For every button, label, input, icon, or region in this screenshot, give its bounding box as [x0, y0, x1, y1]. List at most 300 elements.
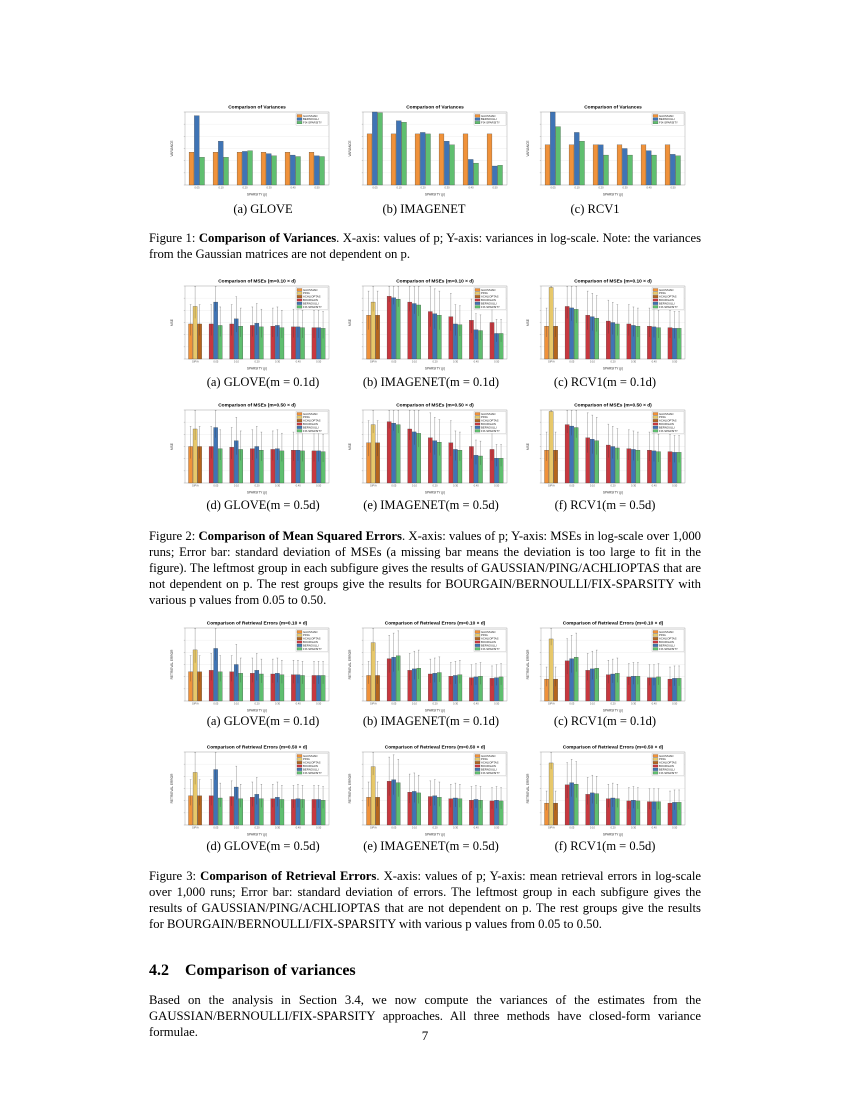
- legend-label: FIX-SPARSITY: [303, 428, 322, 433]
- legend-swatch-gaussian: [297, 413, 302, 416]
- x-tick-label: 0.50: [672, 702, 678, 706]
- legend-label: PING: [659, 291, 666, 296]
- legend-swatch-bourgain: [297, 641, 302, 644]
- legend-swatch-ping: [297, 292, 302, 295]
- legend-label: GAUSSIAN: [303, 113, 318, 118]
- legend-swatch-bourgain: [297, 765, 302, 768]
- legend-label: FIX-SPARSITY: [659, 770, 678, 775]
- caption-bold: Comparison of Variances: [198, 231, 337, 245]
- legend-label: GAUSSIAN: [659, 113, 674, 118]
- chart-title: Comparison of MSEs (m=0.50 × d): [218, 403, 296, 409]
- section-heading: [149, 962, 372, 980]
- legend-swatch-bourgain: [475, 765, 480, 768]
- legend-label: BERNOULLI: [659, 425, 675, 430]
- legend-swatch-fix-sparsity: [653, 306, 658, 309]
- legend-label: FIX-SPARSITY: [481, 646, 500, 651]
- legend-label: FIX-SPARSITY: [303, 646, 322, 651]
- x-tick-label: 0.05: [391, 826, 397, 830]
- x-tick-label: 0.20: [610, 360, 616, 364]
- legend-swatch-achlioptas: [297, 761, 302, 764]
- bar-ping: [371, 643, 375, 701]
- legend-swatch-fix-sparsity: [297, 772, 302, 775]
- legend-label: BERNOULLI: [303, 767, 319, 772]
- chart-var-rcv1: [521, 102, 691, 198]
- x-tick-label: G/P/A: [369, 702, 377, 706]
- legend-label: BERNOULLI: [303, 425, 319, 430]
- legend-label: ACHLIOPTAS: [481, 418, 499, 423]
- legend-swatch-bourgain: [653, 299, 658, 302]
- bar-gaussian: [415, 134, 420, 185]
- x-tick-label: 0.50: [672, 826, 678, 830]
- legend-swatch-bourgain: [653, 641, 658, 644]
- x-tick-label: 0.10: [589, 702, 595, 706]
- chart-ret-rcv1-01: [521, 618, 691, 714]
- bar-gaussian: [569, 145, 574, 185]
- x-axis-label: SPARSITY (p): [424, 366, 446, 371]
- bar-bernoulli: [396, 121, 401, 185]
- chart-mse-rcv1-01-svg: [521, 276, 691, 372]
- x-tick-label: 0.30: [275, 702, 281, 706]
- x-tick-label: G/P/A: [369, 484, 377, 488]
- chart-title: Comparison of Retrieval Errors (m=0.10 × d): [384, 621, 486, 627]
- x-tick-label: 0.10: [411, 702, 417, 706]
- y-axis-label: RETRIEVAL ERROR: [348, 649, 352, 680]
- legend-label: ACHLIOPTAS: [659, 294, 677, 299]
- subcaption-2f: (f) RCV1(m = 0.5d): [554, 498, 656, 512]
- legend-swatch-ping: [297, 634, 302, 637]
- legend-label: GAUSSIAN: [659, 411, 674, 416]
- x-tick-label: 0.20: [610, 702, 616, 706]
- x-tick-label: 0.30: [275, 826, 281, 830]
- bar-gaussian: [391, 134, 396, 185]
- legend-label: GAUSSIAN: [659, 287, 674, 292]
- caption-label: Figure 2:: [149, 529, 196, 543]
- subcaption-3a: (a) GLOVE(m = 0.1d): [206, 714, 320, 728]
- x-tick-label: G/P/A: [191, 826, 199, 830]
- legend-label: BOURGAIN: [303, 298, 318, 302]
- legend-label: FIX-SPARSITY: [659, 646, 678, 651]
- legend-label: FIX-SPARSITY: [481, 304, 500, 309]
- bar-fix-sparsity: [320, 157, 325, 185]
- x-tick-label: 0.10: [233, 826, 239, 830]
- bar-bernoulli: [290, 155, 295, 185]
- x-tick-label: 0.30: [453, 360, 459, 364]
- bar-bernoulli: [646, 151, 651, 185]
- subcaption-3d: (d) GLOVE(m = 0.5d): [206, 839, 320, 853]
- x-tick-label: 0.20: [610, 826, 616, 830]
- bar-bernoulli: [670, 154, 675, 185]
- x-tick-label: 0.30: [453, 826, 459, 830]
- bar-gaussian: [367, 134, 372, 185]
- bar-fix-sparsity: [604, 155, 609, 185]
- x-tick-label: 0.05: [391, 484, 397, 488]
- chart-ret-rcv1-05: [521, 742, 691, 838]
- chart-ret-rcv1-05-svg: [521, 742, 691, 838]
- x-axis-label: SPARSITY (p): [602, 192, 624, 197]
- chart-ret-glove-01-svg: [165, 618, 335, 714]
- chart-mse-glove-05-svg: [165, 400, 335, 496]
- y-axis-label: MSE: [170, 443, 174, 450]
- x-tick-label: 0.40: [468, 186, 474, 190]
- x-axis-label: SPARSITY (p): [246, 366, 268, 371]
- x-tick-label: 0.05: [391, 360, 397, 364]
- bar-fix-sparsity: [628, 155, 633, 185]
- bar-bernoulli: [492, 166, 497, 185]
- legend-swatch-bourgain: [653, 423, 658, 426]
- bar-fix-sparsity: [498, 165, 503, 185]
- x-tick-label: 0.40: [295, 484, 301, 488]
- legend-label: GAUSSIAN: [303, 287, 318, 292]
- x-tick-label: 0.40: [473, 702, 479, 706]
- legend-swatch-achlioptas: [475, 761, 480, 764]
- legend-label: ACHLIOPTAS: [659, 418, 677, 423]
- chart-ret-glove-05: [165, 742, 335, 838]
- chart-ret-rcv1-01-svg: [521, 618, 691, 714]
- x-tick-label: 0.30: [453, 484, 459, 488]
- legend-swatch-ping: [297, 758, 302, 761]
- legend-swatch-ping: [653, 758, 658, 761]
- x-tick-label: 0.10: [411, 360, 417, 364]
- chart-var-rcv1-svg: [521, 102, 691, 198]
- legend-swatch-bernoulli: [653, 768, 658, 771]
- legend-label: PING: [303, 633, 310, 638]
- bar-fix-sparsity: [556, 127, 561, 185]
- legend-label: PING: [481, 757, 488, 762]
- legend-swatch-gaussian: [653, 115, 658, 118]
- legend-swatch-fix-sparsity: [297, 648, 302, 651]
- x-tick-label: 0.05: [569, 826, 575, 830]
- subcaption-1a: (a) GLOVE: [233, 202, 293, 216]
- x-tick-label: 0.50: [316, 702, 322, 706]
- x-tick-label: 0.20: [242, 186, 248, 190]
- legend-swatch-bourgain: [297, 423, 302, 426]
- legend-swatch-gaussian: [653, 413, 658, 416]
- legend-label: ACHLIOPTAS: [481, 636, 499, 641]
- x-axis-label: SPARSITY (p): [602, 366, 624, 371]
- legend-label: GAUSSIAN: [659, 629, 674, 634]
- legend-swatch-ping: [475, 416, 480, 419]
- legend-swatch-fix-sparsity: [297, 121, 302, 124]
- x-tick-label: G/P/A: [191, 360, 199, 364]
- legend-label: FIX-SPARSITY: [481, 120, 500, 125]
- legend-swatch-gaussian: [297, 631, 302, 634]
- y-axis-label: RETRIEVAL ERROR: [526, 773, 530, 804]
- x-tick-label: 0.40: [651, 484, 657, 488]
- x-tick-label: 0.05: [550, 186, 556, 190]
- subcaption-3e: (e) IMAGENET(m = 0.5d): [363, 839, 499, 853]
- bar-gaussian: [487, 134, 492, 185]
- y-axis-label: MSE: [348, 443, 352, 450]
- caption-bold: Comparison of Mean Squared Errors: [198, 529, 402, 543]
- legend-label: BOURGAIN: [481, 764, 496, 768]
- legend-swatch-bernoulli: [475, 426, 480, 429]
- bar-ping: [371, 425, 375, 483]
- legend-label: FIX-SPARSITY: [303, 120, 322, 125]
- y-axis-label: RETRIEVAL ERROR: [348, 773, 352, 804]
- x-tick-label: 0.05: [194, 186, 200, 190]
- legend-label: PING: [659, 757, 666, 762]
- x-tick-label: 0.50: [314, 186, 320, 190]
- x-tick-label: 0.10: [411, 826, 417, 830]
- legend-swatch-achlioptas: [475, 295, 480, 298]
- bar-gaussian: [439, 134, 444, 185]
- bar-ping: [549, 287, 553, 359]
- x-tick-label: 0.05: [569, 484, 575, 488]
- legend-swatch-achlioptas: [653, 637, 658, 640]
- x-tick-label: 0.20: [420, 186, 426, 190]
- legend-label: BERNOULLI: [303, 117, 319, 122]
- bar-bernoulli: [218, 141, 223, 185]
- x-tick-label: 0.50: [316, 360, 322, 364]
- legend-swatch-gaussian: [297, 289, 302, 292]
- x-tick-label: 0.20: [432, 702, 438, 706]
- x-tick-label: 0.10: [589, 360, 595, 364]
- x-tick-label: G/P/A: [547, 484, 555, 488]
- bar-fix-sparsity: [426, 134, 431, 185]
- x-tick-label: 0.20: [432, 826, 438, 830]
- legend-swatch-achlioptas: [297, 419, 302, 422]
- chart-var-glove-svg: [165, 102, 335, 198]
- legend-label: GAUSSIAN: [303, 629, 318, 634]
- bar-gaussian: [665, 145, 670, 185]
- chart-mse-rcv1-01: [521, 276, 691, 372]
- bar-ping: [371, 767, 375, 825]
- legend-swatch-fix-sparsity: [653, 648, 658, 651]
- legend-swatch-gaussian: [653, 631, 658, 634]
- bar-bernoulli: [574, 132, 579, 185]
- section-title: Comparison of variances: [185, 962, 356, 979]
- x-tick-label: 0.10: [589, 484, 595, 488]
- legend-label: BERNOULLI: [481, 767, 497, 772]
- legend-label: FIX-SPARSITY: [481, 428, 500, 433]
- x-tick-label: 0.10: [233, 484, 239, 488]
- bar-bernoulli: [242, 151, 247, 185]
- legend-swatch-fix-sparsity: [653, 121, 658, 124]
- x-tick-label: 0.30: [631, 484, 637, 488]
- legend-label: GAUSSIAN: [481, 753, 496, 758]
- bar-gaussian: [463, 134, 468, 185]
- x-tick-label: 0.20: [610, 484, 616, 488]
- legend-swatch-achlioptas: [475, 419, 480, 422]
- x-tick-label: 0.40: [290, 186, 296, 190]
- figure-3-caption: [149, 868, 701, 932]
- chart-mse-imagenet-01: [343, 276, 513, 372]
- chart-title: Comparison of Retrieval Errors (m=0.50 × d): [206, 745, 308, 751]
- caption-label: Figure 1:: [149, 231, 196, 245]
- subcaption-1b: (b) IMAGENET: [382, 202, 466, 216]
- legend-swatch-bernoulli: [475, 644, 480, 647]
- x-tick-label: 0.40: [473, 826, 479, 830]
- bar-gaussian: [545, 145, 550, 185]
- legend-swatch-bourgain: [475, 423, 480, 426]
- y-axis-label: RETRIEVAL ERROR: [170, 773, 174, 804]
- x-axis-label: SPARSITY (p): [424, 490, 446, 495]
- chart-title: Comparison of MSEs (m=0.10 × d): [396, 279, 474, 285]
- bar-gaussian: [189, 152, 194, 185]
- legend-label: PING: [481, 633, 488, 638]
- legend-label: PING: [303, 415, 310, 420]
- figure-3-row-2: [165, 742, 685, 838]
- legend-swatch-gaussian: [475, 289, 480, 292]
- legend-swatch-gaussian: [297, 115, 302, 118]
- chart-mse-glove-01: [165, 276, 335, 372]
- legend-label: BOURGAIN: [303, 422, 318, 426]
- legend-label: GAUSSIAN: [303, 753, 318, 758]
- chart-ret-imagenet-01: [343, 618, 513, 714]
- x-tick-label: 0.10: [574, 186, 580, 190]
- bar-ping: [549, 639, 553, 701]
- legend-label: ACHLIOPTAS: [303, 418, 321, 423]
- legend-label: PING: [303, 757, 310, 762]
- legend-label: BERNOULLI: [659, 301, 675, 306]
- x-tick-label: 0.10: [411, 484, 417, 488]
- legend-label: ACHLIOPTAS: [481, 760, 499, 765]
- x-tick-label: G/P/A: [191, 484, 199, 488]
- chart-mse-glove-05: [165, 400, 335, 496]
- legend-label: BERNOULLI: [481, 301, 497, 306]
- x-tick-label: 0.30: [622, 186, 628, 190]
- figure-2-row-1: [165, 276, 685, 372]
- bar-fix-sparsity: [272, 156, 277, 185]
- legend-label: BERNOULLI: [481, 643, 497, 648]
- x-tick-label: G/P/A: [547, 826, 555, 830]
- x-tick-label: 0.50: [316, 826, 322, 830]
- legend-label: BOURGAIN: [481, 298, 496, 302]
- chart-title: Comparison of MSEs (m=0.10 × d): [574, 279, 652, 285]
- legend-label: ACHLIOPTAS: [481, 294, 499, 299]
- legend-swatch-ping: [653, 292, 658, 295]
- legend-swatch-gaussian: [653, 755, 658, 758]
- chart-var-imagenet: [343, 102, 513, 198]
- x-tick-label: 0.40: [651, 826, 657, 830]
- figure-2-caption: [149, 528, 701, 608]
- chart-ret-glove-05-svg: [165, 742, 335, 838]
- legend-swatch-gaussian: [475, 631, 480, 634]
- chart-ret-glove-01: [165, 618, 335, 714]
- bar-bourgain: [387, 422, 391, 483]
- x-tick-label: G/P/A: [369, 826, 377, 830]
- legend-swatch-bourgain: [653, 765, 658, 768]
- x-axis-label: SPARSITY (p): [602, 490, 624, 495]
- legend-swatch-bernoulli: [297, 302, 302, 305]
- x-axis-label: SPARSITY (p): [246, 490, 268, 495]
- x-tick-label: 0.20: [254, 826, 260, 830]
- legend-label: ACHLIOPTAS: [303, 636, 321, 641]
- legend-label: BERNOULLI: [481, 425, 497, 430]
- legend-swatch-fix-sparsity: [297, 430, 302, 433]
- figure-1-caption: [149, 230, 701, 262]
- chart-title: Comparison of Variances: [584, 105, 642, 111]
- subcaption-3f: (f) RCV1(m = 0.5d): [554, 839, 656, 853]
- bar-bernoulli: [392, 423, 396, 483]
- bar-fix-sparsity: [580, 141, 585, 185]
- caption-text: . X-axis: values of p; Y-axis: mean retrieval errors in log-scale over 1,000 runs; Error bar: standard deviation of errors. The leftmost group in each subfigure gives the results of GAUSSIAN/PING/ACHLIOPTAS that are not dependent on p. The rest groups give the results for BOURGAIN/BERNOULLI/FIX-SPARSITY with various p values from 0.05 to 0.50.: [149, 869, 701, 931]
- legend-label: BOURGAIN: [659, 640, 674, 644]
- bar-gaussian: [237, 152, 242, 185]
- subcaption-2b: (b) IMAGENET(m = 0.1d): [362, 375, 500, 389]
- y-axis-label: VARIANCE: [170, 140, 174, 157]
- legend-swatch-gaussian: [475, 413, 480, 416]
- legend-swatch-achlioptas: [475, 637, 480, 640]
- legend-swatch-bourgain: [475, 641, 480, 644]
- x-tick-label: 0.30: [275, 360, 281, 364]
- legend-label: FIX-SPARSITY: [481, 770, 500, 775]
- x-tick-label: 0.10: [233, 360, 239, 364]
- y-axis-label: MSE: [526, 319, 530, 326]
- legend-swatch-bernoulli: [297, 644, 302, 647]
- legend-swatch-fix-sparsity: [297, 306, 302, 309]
- x-tick-label: 0.40: [473, 484, 479, 488]
- bar-bernoulli: [622, 149, 627, 186]
- bar-fix-sparsity: [474, 163, 479, 185]
- x-axis-label: SPARSITY (p): [602, 832, 624, 837]
- legend-swatch-fix-sparsity: [475, 306, 480, 309]
- bar-fix-sparsity: [396, 425, 400, 483]
- legend-label: FIX-SPARSITY: [303, 770, 322, 775]
- x-axis-label: SPARSITY (p): [424, 708, 446, 713]
- chart-title: Comparison of Variances: [406, 105, 464, 111]
- bar-fix-sparsity: [396, 299, 400, 359]
- x-tick-label: 0.50: [494, 360, 500, 364]
- bar-fix-sparsity: [200, 157, 205, 185]
- legend-label: GAUSSIAN: [659, 753, 674, 758]
- x-tick-label: 0.20: [254, 702, 260, 706]
- x-tick-label: 0.40: [473, 360, 479, 364]
- y-axis-label: MSE: [170, 319, 174, 326]
- legend-label: FIX-SPARSITY: [659, 304, 678, 309]
- bar-gaussian: [309, 152, 314, 185]
- chart-title: Comparison of Variances: [228, 105, 286, 111]
- x-tick-label: 0.05: [569, 702, 575, 706]
- legend-swatch-bernoulli: [653, 644, 658, 647]
- y-axis-label: RETRIEVAL ERROR: [170, 649, 174, 680]
- y-axis-label: VARIANCE: [348, 140, 352, 157]
- x-tick-label: 0.30: [266, 186, 272, 190]
- legend-swatch-achlioptas: [297, 295, 302, 298]
- legend-swatch-bernoulli: [475, 302, 480, 305]
- legend-swatch-fix-sparsity: [653, 772, 658, 775]
- legend-label: PING: [659, 633, 666, 638]
- x-tick-label: 0.40: [646, 186, 652, 190]
- page-number: 7: [421, 1028, 429, 1043]
- x-tick-label: 0.20: [254, 484, 260, 488]
- x-tick-label: 0.30: [275, 484, 281, 488]
- x-tick-label: 0.10: [218, 186, 224, 190]
- legend-swatch-fix-sparsity: [475, 430, 480, 433]
- subcaption-2a: (a) GLOVE(m = 0.1d): [206, 375, 320, 389]
- chart-title: Comparison of MSEs (m=0.10 × d): [218, 279, 296, 285]
- legend-label: BOURGAIN: [659, 298, 674, 302]
- subcaption-3b: (b) IMAGENET(m = 0.1d): [362, 714, 500, 728]
- x-tick-label: 0.30: [444, 186, 450, 190]
- x-tick-label: 0.05: [372, 186, 378, 190]
- legend-label: PING: [481, 291, 488, 296]
- legend-label: BOURGAIN: [659, 764, 674, 768]
- y-axis-label: RETRIEVAL ERROR: [526, 649, 530, 680]
- legend-swatch-bernoulli: [653, 426, 658, 429]
- x-tick-label: 0.20: [254, 360, 260, 364]
- legend-label: GAUSSIAN: [481, 287, 496, 292]
- x-axis-label: SPARSITY (p): [246, 708, 268, 713]
- legend-label: ACHLIOPTAS: [659, 760, 677, 765]
- x-tick-label: 0.05: [391, 702, 397, 706]
- y-axis-label: MSE: [348, 319, 352, 326]
- figure-2-row-2: [165, 400, 685, 496]
- legend-swatch-achlioptas: [653, 295, 658, 298]
- legend-swatch-bernoulli: [475, 118, 480, 121]
- bar-fix-sparsity: [248, 151, 253, 185]
- x-tick-label: 0.40: [295, 702, 301, 706]
